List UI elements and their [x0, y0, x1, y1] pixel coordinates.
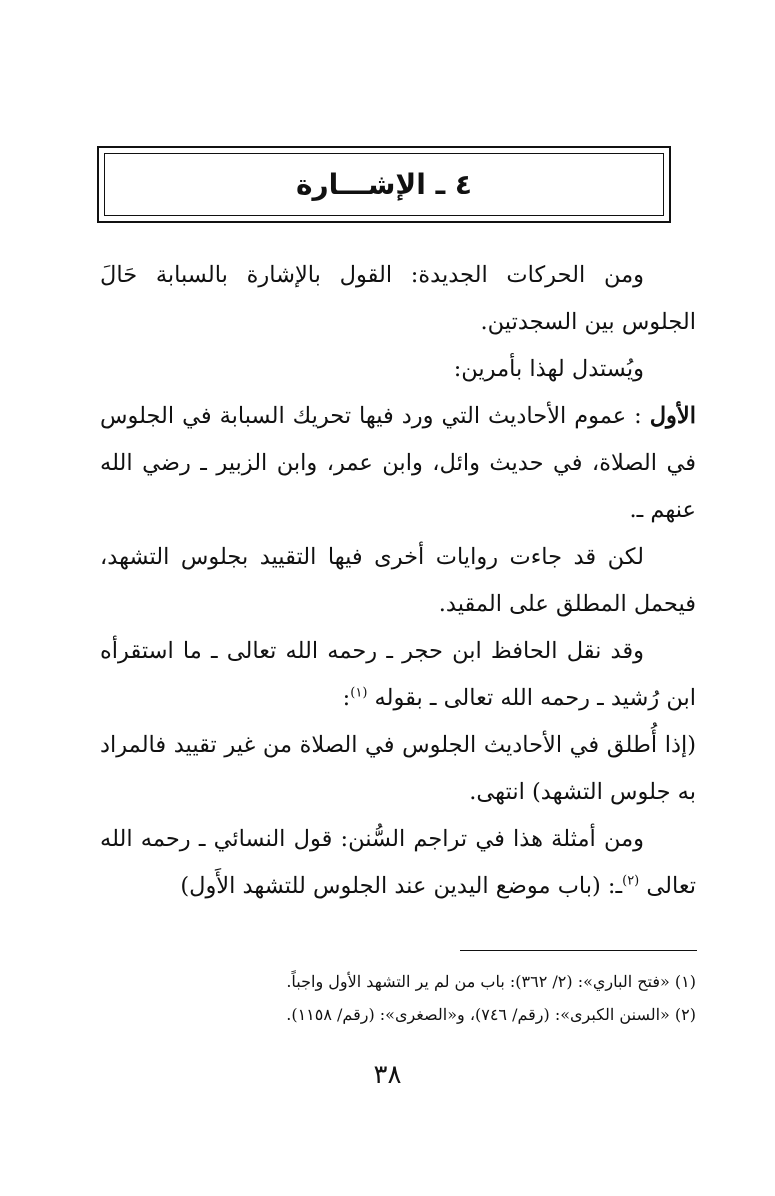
heading-frame-inner	[104, 153, 664, 216]
paragraph-text: ومن أمثلة هذا في تراجم السُّنن: قول النسائي ـ رحمه الله تعالى	[100, 826, 696, 899]
footnotes	[100, 965, 696, 1031]
page-number: ٣٨	[373, 1060, 402, 1090]
section-heading: ٤ ـ الإشـــارة	[295, 168, 472, 201]
first-label: الأول	[649, 403, 696, 429]
paragraph: ويُستدل لهذا بأمرين:	[453, 356, 644, 382]
paragraph	[100, 628, 696, 722]
heading-frame	[97, 146, 671, 223]
paragraph-text: عموم الأحاديث التي ورد فيها تحريك السبابة في الجلوس في الصلاة، في حديث وائل، وابن عمر، وابن الزبير ـ رضي الله عنهم ـ.	[100, 403, 696, 523]
paragraph-text: وقد نقل الحافظ ابن حجر ـ رحمه الله تعالى ـ ما استقرأه ابن رُشيد ـ رحمه الله تعالى ـ بقوله	[100, 638, 696, 711]
footnote-ref-1: (١)	[350, 685, 368, 701]
footnote-ref-2: (٢)	[622, 873, 640, 889]
paragraph: لكن قد جاءت روايات أخرى فيها التقييد بجلوس التشهد، فيحمل المطلق على المقيد.	[100, 544, 696, 617]
paragraph-text: ـ: (باب موضع اليدين عند الجلوس للتشهد الأَول)	[180, 873, 623, 899]
paragraph	[100, 816, 696, 910]
footnote-separator	[460, 950, 697, 951]
colon: :	[342, 685, 351, 711]
paragraph: ومن الحركات الجديدة: القول بالإشارة بالسبابة حَالَ الجلوس بين السجدتين.	[100, 262, 696, 335]
footnote-1: (١) «فتح الباري»: (٢/ ٣٦٢): باب من لم ير التشهد الأول واجباً.	[286, 972, 696, 991]
quote-paragraph: (إذا أُطلق في الأحاديث الجلوس في الصلاة من غير تقييد فالمراد به جلوس التشهد) انتهى.	[100, 732, 696, 805]
label-separator: :	[626, 403, 650, 429]
paragraph-first-argument	[100, 393, 696, 534]
main-text	[100, 252, 696, 910]
footnote-2: (٢) «السنن الكبرى»: (رقم/ ٧٤٦)، و«الصغرى»: (رقم/ ١١٥٨).	[286, 1005, 696, 1024]
